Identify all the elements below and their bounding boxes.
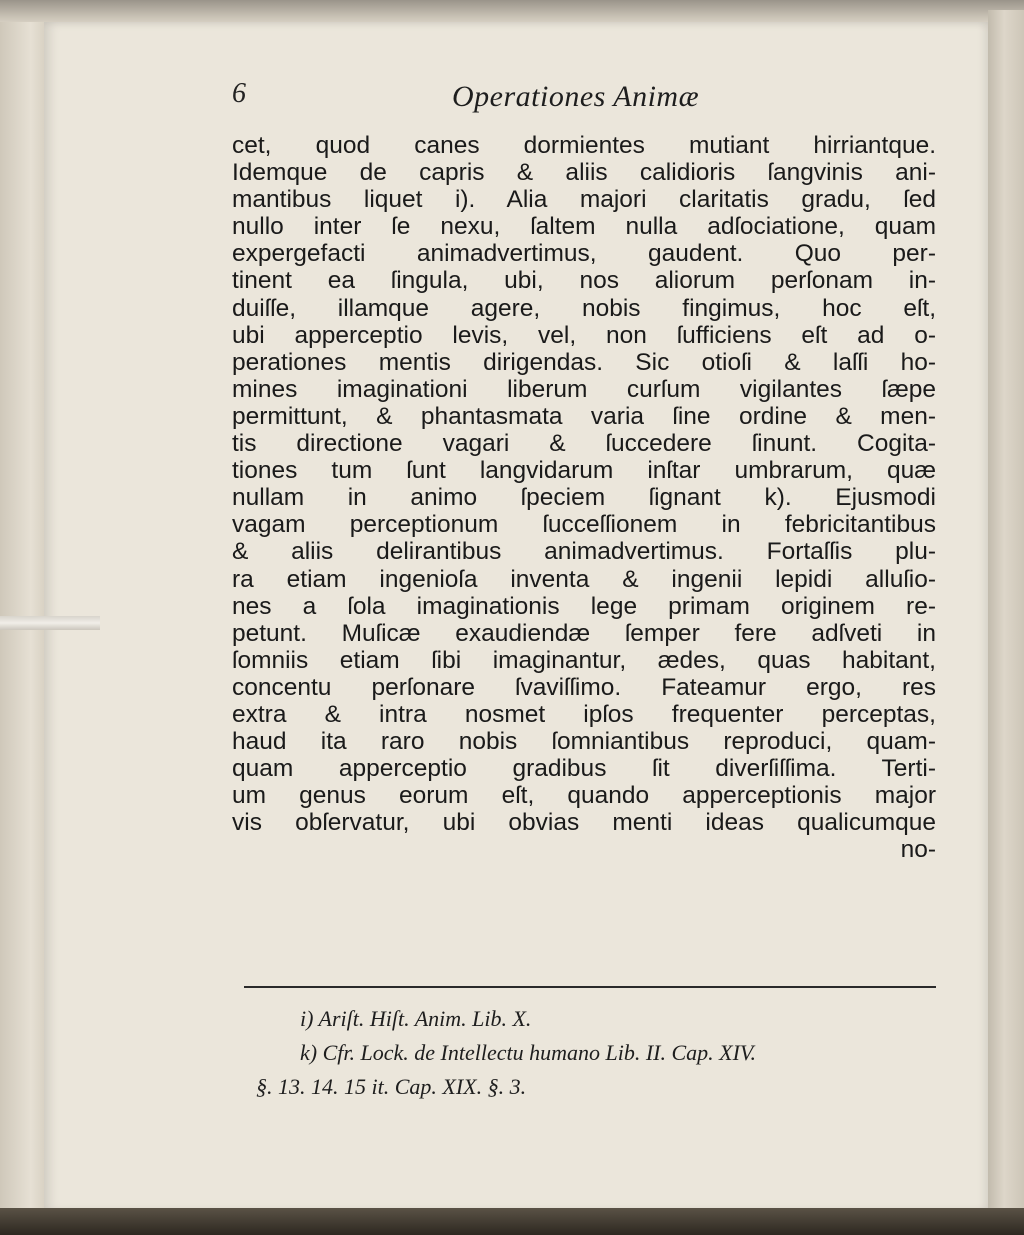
footnotes (244, 1002, 938, 1104)
text-line: Idemque de capris & aliis calidioris ſangvinis ani- (232, 159, 936, 187)
text-line: vis obſervatur, ubi obvias menti ideas qualicumque (232, 809, 936, 837)
text-line: permittunt, & phantasmata varia ſine ordine & men- (232, 402, 936, 430)
scan-bottom-edge (0, 1208, 1024, 1235)
text-line: extra & intra nosmet ipſos frequenter perceptas, (232, 700, 936, 728)
text-line: concentu perſonare ſvaviſſimo. Fateamur ergo, res (232, 673, 936, 701)
text-line: perationes mentis dirigendas. Sic otioſi & laſſi ho- (232, 348, 936, 376)
footnote: k) Cfr. Lock. de Intellectu humano Lib. II. Cap. XIV. (300, 1040, 757, 1065)
text-line: & aliis delirantibus animadvertimus. Fortaſſis plu- (232, 538, 936, 566)
text-line: nullam in animo ſpeciem ſignant k). Ejusmodi (232, 484, 936, 512)
footnote-rule (244, 986, 936, 988)
page-fore-edge (988, 10, 1024, 1210)
text-line: cet, quod canes dormientes mutiant hirriantque. (232, 132, 936, 159)
text-line: tis directione vagari & ſuccedere ſinunt. Cogita- (232, 430, 936, 458)
text-line: mantibus liquet i). Alia majori claritatis gradu, ſed (232, 186, 936, 214)
text-line: expergefacti animadvertimus, gaudent. Quo per- (232, 240, 936, 268)
text-line: haud ita raro nobis ſomniantibus reproduci, quam- (232, 728, 936, 756)
text-line: nullo inter ſe nexu, ſaltem nulla adſociatione, quam (232, 213, 936, 241)
running-title: Operationes Animæ (452, 80, 700, 113)
page-header (232, 78, 932, 118)
footnote: i) Ariſt. Hiſt. Anim. Lib. X. (300, 1006, 532, 1031)
footnote-continuation: §. 13. 14. 15 it. Cap. XIX. §. 3. (256, 1074, 527, 1099)
text-line: ubi apperceptio levis, vel, non ſufficiens eſt ad o- (232, 321, 936, 349)
text-line: um genus eorum eſt, quando apperceptionis major (232, 782, 936, 810)
text-line: ra etiam ingenioſa inventa & ingenii lepidi alluſio- (232, 565, 936, 593)
text-line: nes a ſola imaginationis lege primam originem re- (232, 592, 936, 620)
catchword: no- (900, 836, 936, 864)
text-line: duiſſe, illamque agere, nobis fingimus, hoc eſt, (232, 294, 936, 322)
body-text (232, 132, 936, 864)
page-number: 6 (232, 78, 246, 109)
text-line: mines imaginationi liberum curſum vigilantes ſæpe (232, 375, 936, 403)
bookmark-ribbon (0, 616, 100, 630)
text-line: vagam perceptionum ſucceſſionem in febricitantibus (232, 511, 936, 539)
text-line: ſomniis etiam ſibi imaginantur, ædes, quas habitant, (232, 646, 936, 674)
text-line: tinent ea ſingula, ubi, nos aliorum perſonam in- (232, 267, 936, 295)
text-line: quam apperceptio gradibus ſit diverſiſſima. Terti- (232, 755, 936, 783)
text-line: tiones tum ſunt langvidarum inſtar umbrarum, quæ (232, 457, 936, 485)
text-line: petunt. Muſicæ exaudiendæ ſemper fere adſveti in (232, 619, 936, 647)
